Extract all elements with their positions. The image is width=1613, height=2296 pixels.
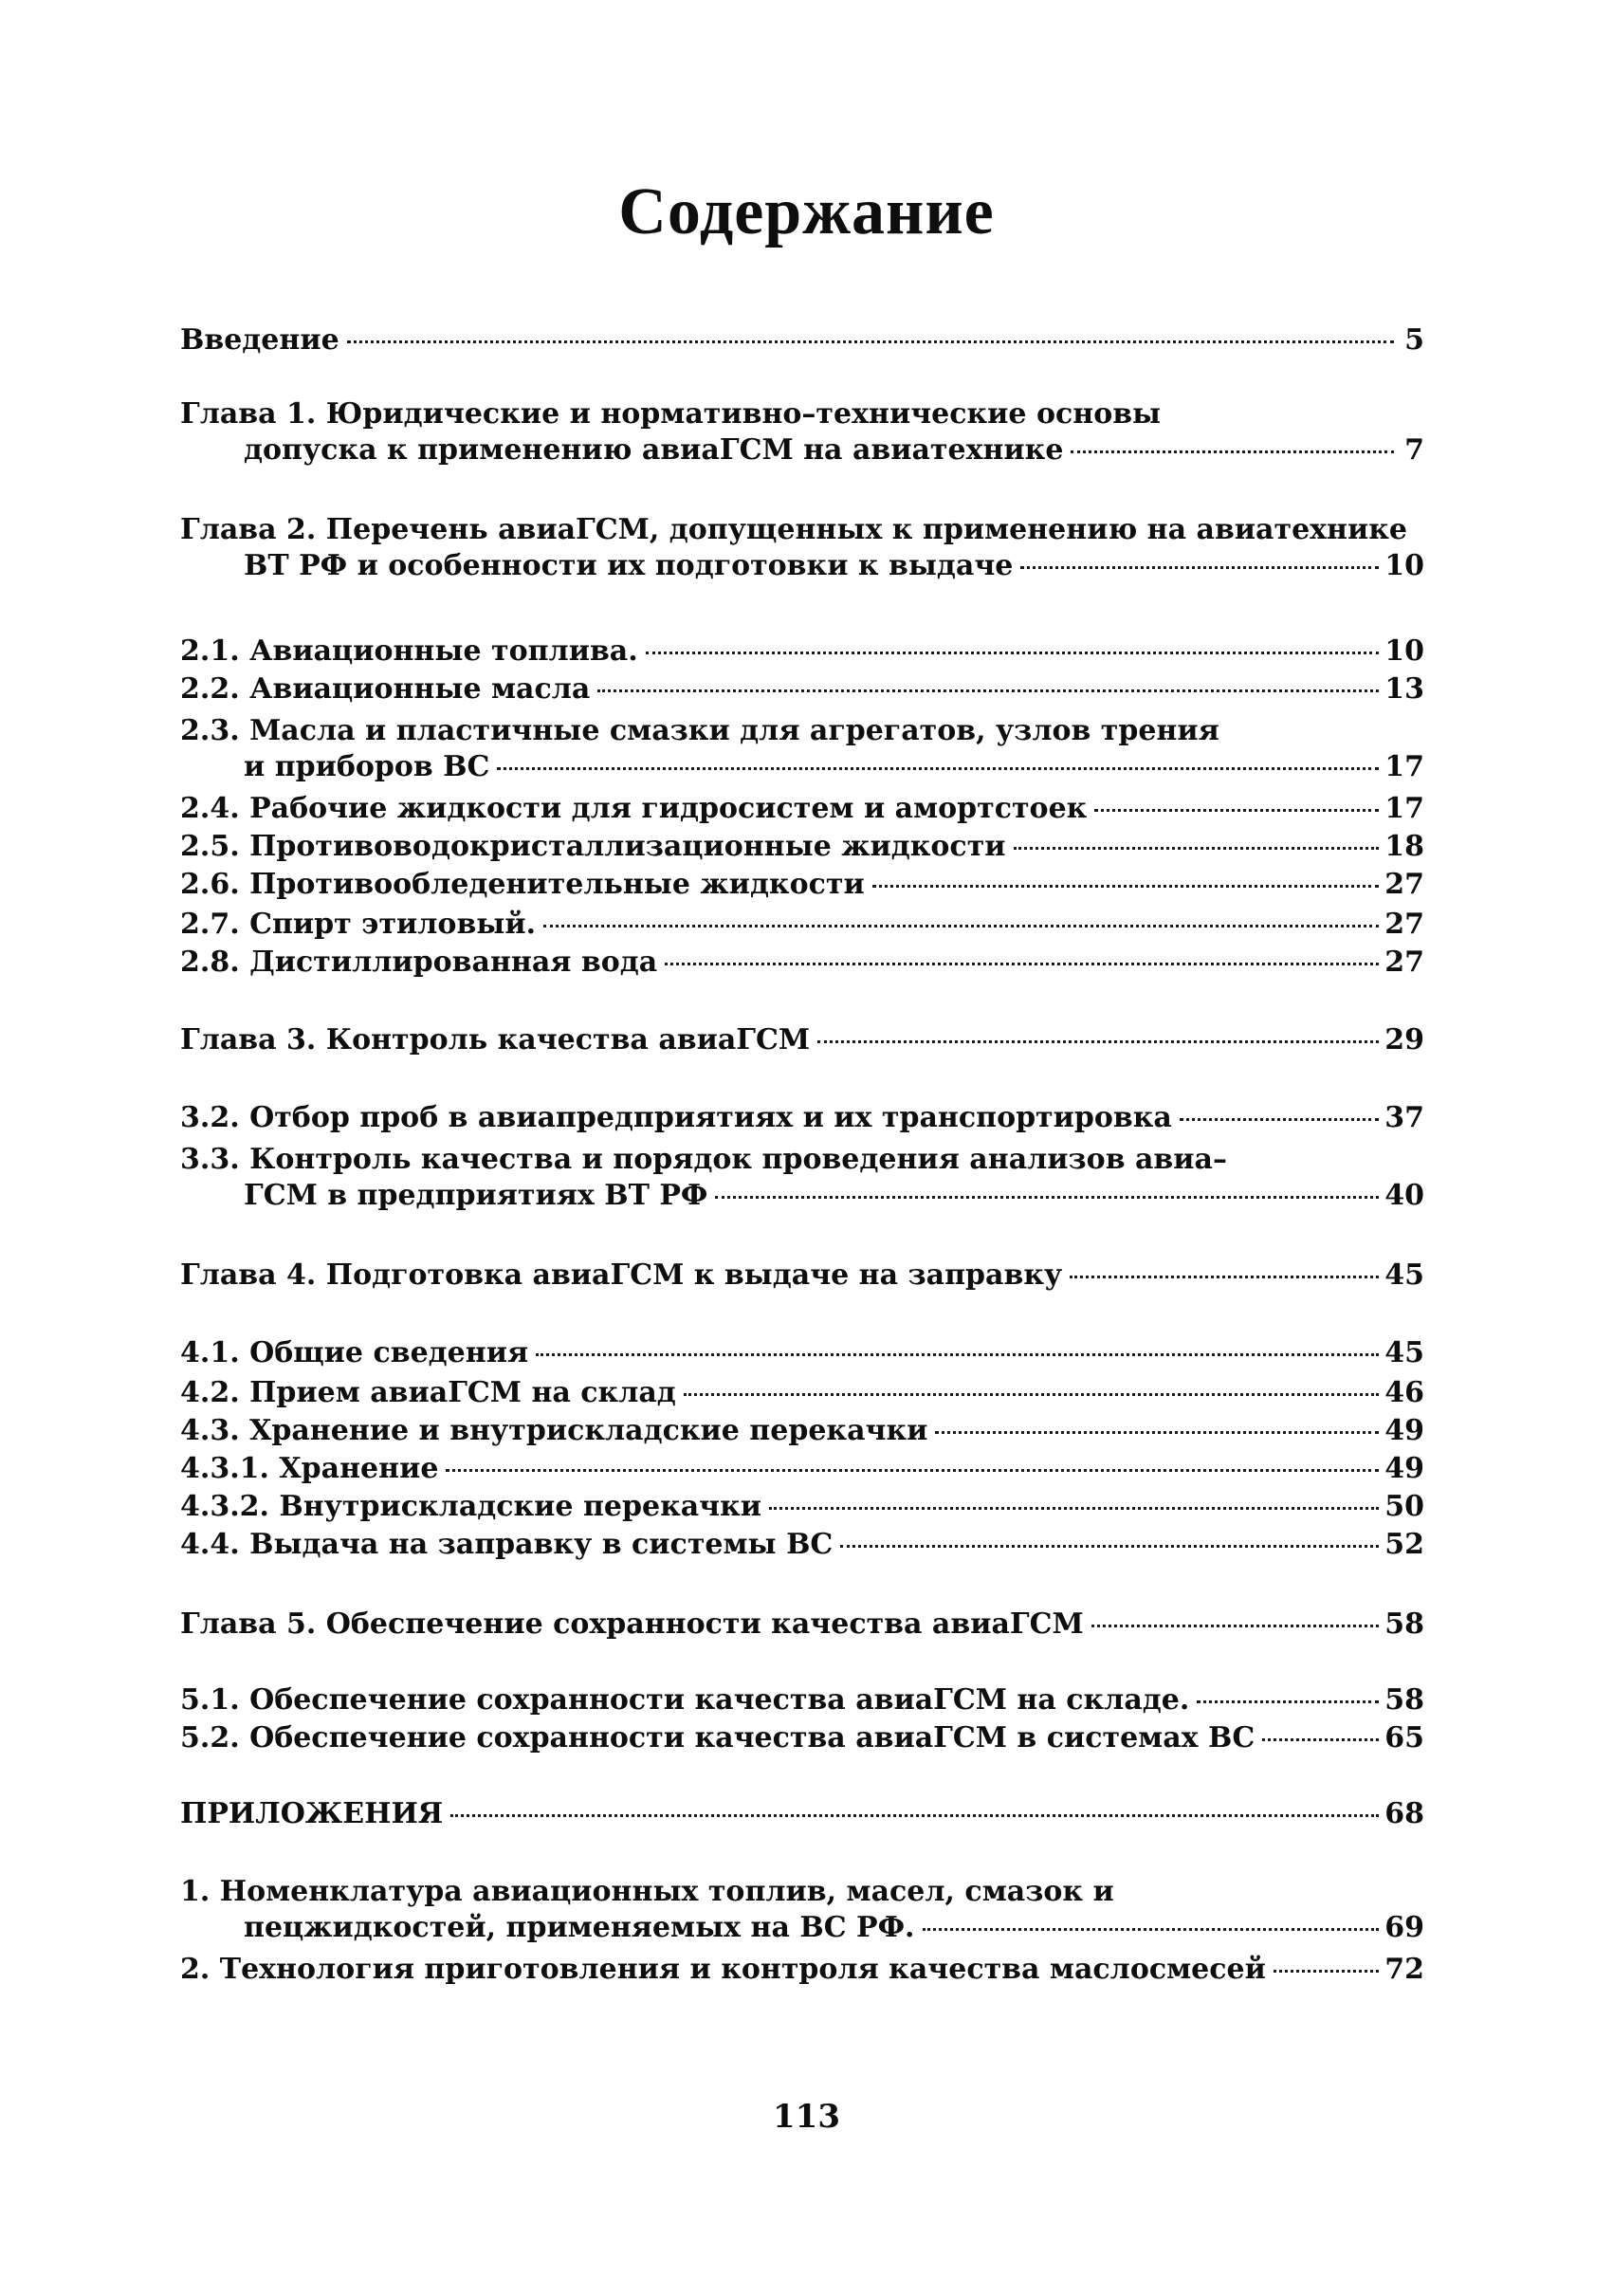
dot-leader [347, 340, 1394, 343]
toc-entry-text: 4.2. Прием авиаГСМ на склад [180, 1376, 676, 1409]
toc-page-number: 69 [1384, 1911, 1424, 1944]
toc-entry [180, 1413, 1424, 1449]
toc-page-number: 27 [1384, 908, 1424, 941]
toc-page-number: 10 [1384, 549, 1424, 582]
toc-entry-text: пецжидкостей, применяемых на ВС РФ. [244, 1911, 915, 1944]
toc-entry [180, 1874, 1424, 1946]
toc-entry [180, 1489, 1424, 1525]
toc-entry [180, 1100, 1424, 1136]
toc-page-number: 52 [1384, 1528, 1424, 1561]
toc-page-number: 65 [1384, 1721, 1424, 1754]
toc-entry-text: 5.1. Обеспечение сохранности качества авиаГСМ на складе. [180, 1683, 1190, 1717]
toc-entry-text: Глава 2. Перечень авиаГСМ, допущенных к применению на авиатехнике [180, 513, 1408, 546]
toc-entry [180, 829, 1424, 865]
dot-leader [715, 1196, 1379, 1199]
toc-entry [180, 396, 1424, 468]
toc-entry [180, 1335, 1424, 1371]
toc-page-number: 46 [1384, 1376, 1424, 1409]
toc-page-number: 27 [1384, 868, 1424, 901]
toc-line [180, 749, 1424, 785]
toc-line [180, 432, 1424, 468]
dot-leader [597, 689, 1379, 692]
dot-leader [840, 1545, 1379, 1548]
toc-entry [180, 867, 1424, 903]
toc-entry [180, 907, 1424, 943]
dot-leader [497, 767, 1379, 770]
toc-entry-text: 2.3. Масла и пластичные смазки для агрегатов, узлов трения [180, 714, 1219, 747]
toc-page-number: 45 [1384, 1258, 1424, 1292]
toc-line [180, 671, 1424, 707]
toc-entry-text: 2.5. Противоводокристаллизационные жидкости [180, 830, 1006, 863]
dot-leader [1197, 1700, 1379, 1703]
toc-line [180, 713, 1424, 749]
toc-entry-text: и приборов ВС [244, 750, 490, 783]
dot-leader [817, 1040, 1379, 1043]
toc-page-number: 13 [1384, 672, 1424, 706]
dot-leader [1014, 847, 1380, 850]
toc-entry-text: Глава 4. Подготовка авиаГСМ к выдаче на заправку [180, 1258, 1063, 1292]
toc-page-number: 17 [1384, 750, 1424, 783]
toc-page-number: 5 [1404, 323, 1424, 357]
toc-entry [180, 634, 1424, 670]
toc-page-number: 7 [1404, 433, 1424, 467]
toc-entry-text: 3.3. Контроль качества и порядок проведения анализов авиа– [180, 1143, 1227, 1176]
toc-page-number: 50 [1384, 1490, 1424, 1523]
toc-page-number: 45 [1384, 1336, 1424, 1369]
dot-leader [1020, 566, 1379, 569]
toc-line [180, 1022, 1424, 1058]
toc-line [180, 322, 1424, 358]
toc-page-number: 29 [1384, 1023, 1424, 1056]
toc-line [180, 791, 1424, 827]
toc-page-number: 49 [1384, 1414, 1424, 1447]
toc-line [180, 1335, 1424, 1371]
toc-entry-text: ГСМ в предприятиях ВТ РФ [244, 1179, 708, 1212]
toc-line [180, 1100, 1424, 1136]
toc-line [180, 548, 1424, 584]
toc-page-number: 58 [1384, 1683, 1424, 1717]
toc-line [180, 1910, 1424, 1946]
toc-page-number: 37 [1384, 1101, 1424, 1134]
dot-leader [769, 1507, 1379, 1510]
toc-entry-text: допуска к применению авиаГСМ на авиатехнике [244, 433, 1064, 467]
toc-entry [180, 1796, 1424, 1832]
toc-entry [180, 945, 1424, 981]
toc-entry [180, 1022, 1424, 1058]
toc-line [180, 907, 1424, 943]
toc-line [180, 1682, 1424, 1718]
toc-entry-text: Глава 1. Юридические и нормативно–технические основы [180, 397, 1162, 431]
toc-line [180, 1874, 1424, 1910]
dot-leader [1091, 1625, 1380, 1627]
toc-entry-text: Глава 3. Контроль качества авиаГСМ [180, 1023, 811, 1056]
toc-entry-text: 4.3.2. Внутрискладские перекачки [180, 1490, 762, 1523]
toc-entry [180, 512, 1424, 584]
dot-leader [665, 963, 1379, 965]
toc-entry [180, 1527, 1424, 1563]
page-title: Содержание [618, 175, 995, 248]
toc-entry [180, 713, 1424, 785]
toc-line [180, 1413, 1424, 1449]
toc-page-number: 27 [1384, 946, 1424, 979]
dot-leader [536, 1353, 1379, 1356]
toc-entry-text: 4.4. Выдача на заправку в системы ВС [180, 1528, 834, 1561]
toc-page-number: 18 [1384, 830, 1424, 863]
toc-entry-text: 2.1. Авиационные топлива. [180, 634, 638, 668]
toc-line [180, 1796, 1424, 1832]
toc-entry-text: ПРИЛОЖЕНИЯ [180, 1797, 444, 1830]
toc-line [180, 1142, 1424, 1178]
toc-page-number: 58 [1384, 1607, 1424, 1641]
toc-line [180, 1375, 1424, 1411]
toc-page-number: 68 [1384, 1797, 1424, 1830]
toc-entry-text: 4.1. Общие сведения [180, 1336, 529, 1369]
dot-leader [872, 885, 1380, 888]
dot-leader [446, 1469, 1379, 1472]
toc-entry-text: 2. Технология приготовления и контроля качества маслосмесей [180, 1953, 1266, 1986]
toc-line [180, 829, 1424, 865]
dot-leader [1070, 1276, 1379, 1278]
dot-leader [935, 1431, 1379, 1434]
toc-line [180, 396, 1424, 432]
toc-entry [180, 791, 1424, 827]
toc-entry-text: Введение [180, 323, 339, 357]
toc-entry [180, 1607, 1424, 1643]
toc-line [180, 1258, 1424, 1294]
toc-entry-text: Глава 5. Обеспечение сохранности качества авиаГСМ [180, 1607, 1084, 1641]
toc-entry [180, 1142, 1424, 1214]
toc-entry [180, 1720, 1424, 1756]
toc-page-number: 40 [1384, 1179, 1424, 1212]
dot-leader [1094, 809, 1379, 812]
toc-entry [180, 1375, 1424, 1411]
toc-line [180, 1451, 1424, 1487]
toc-line [180, 945, 1424, 981]
dot-leader [1274, 1970, 1379, 1973]
toc-entry-text: 2.8. Дистиллированная вода [180, 946, 658, 979]
toc-entry [180, 322, 1424, 358]
toc-line [180, 1178, 1424, 1214]
dot-leader [1262, 1738, 1379, 1741]
dot-leader [923, 1928, 1380, 1931]
toc-line [180, 1607, 1424, 1643]
toc-line [180, 1720, 1424, 1756]
dot-leader [543, 925, 1379, 928]
toc-entry-text: 4.3.1. Хранение [180, 1452, 439, 1485]
toc-page-number: 49 [1384, 1452, 1424, 1485]
toc-line [180, 1489, 1424, 1525]
toc-entry [180, 1682, 1424, 1718]
toc-entry [180, 1258, 1424, 1294]
toc-entry [180, 1451, 1424, 1487]
toc-entry-text: ВТ РФ и особенности их подготовки к выдаче [244, 549, 1014, 582]
toc-line [180, 634, 1424, 670]
toc-entry-text: 4.3. Хранение и внутрискладские перекачки [180, 1414, 928, 1447]
toc-line [180, 1952, 1424, 1988]
page-number: 113 [773, 2098, 840, 2136]
toc-line [180, 867, 1424, 903]
dot-leader [1180, 1118, 1379, 1121]
dot-leader [646, 652, 1380, 654]
toc-entry-text: 5.2. Обеспечение сохранности качества авиаГСМ в системах ВС [180, 1721, 1256, 1754]
toc-entry [180, 1952, 1424, 1988]
toc-line [180, 512, 1424, 548]
dot-leader [684, 1393, 1379, 1396]
toc-entry-text: 2.4. Рабочие жидкости для гидросистем и амортстоек [180, 792, 1088, 825]
toc-page-number: 17 [1384, 792, 1424, 825]
toc-entry [180, 671, 1424, 707]
toc-page-number: 72 [1384, 1953, 1424, 1986]
toc-line [180, 1527, 1424, 1563]
toc-entry-text: 3.2. Отбор проб в авиапредприятиях и их транспортировка [180, 1101, 1172, 1134]
dot-leader [1071, 450, 1394, 453]
toc-entry-text: 2.6. Противообледенительные жидкости [180, 868, 865, 901]
toc-page-number: 10 [1384, 634, 1424, 668]
toc-entry-text: 1. Номенклатура авиационных топлив, масел, смазок и [180, 1875, 1114, 1908]
toc-entry-text: 2.2. Авиационные масла [180, 672, 591, 706]
dot-leader [450, 1814, 1379, 1817]
toc-entry-text: 2.7. Спирт этиловый. [180, 908, 537, 941]
